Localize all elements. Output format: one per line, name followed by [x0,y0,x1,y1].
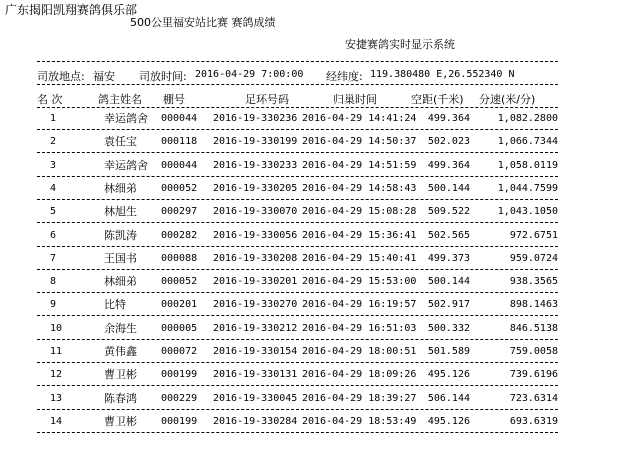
table-row [0,178,640,200]
ring-number: 2016-19-330270 [213,299,298,311]
distance: 499.373 [427,252,470,264]
speed: 972.6751 [509,229,558,241]
ring-number: 2016-19-330131 [213,369,298,381]
table-row [0,108,640,130]
ring-number: 2016-19-330284 [213,415,298,427]
ring-number: 2016-19-330045 [213,392,298,404]
row-divider [37,292,558,293]
loft-number: 000072 [161,346,198,357]
speed: 1,058.0119 [497,159,558,171]
owner-name: 陈春鸿 [104,391,137,405]
ring-number: 2016-19-330212 [213,322,298,334]
rank: 14 [50,415,63,427]
arrival-time: 2016-04-29 16:51:03 [302,322,417,334]
speed: 938.3565 [509,276,558,288]
rank: 2 [50,136,57,148]
table-row [0,201,640,223]
loft-number: 000201 [161,299,198,311]
distance: 502.565 [427,229,470,241]
arrival-time: 2016-04-29 14:41:24 [302,113,417,124]
row-divider [37,246,558,247]
table-row [0,131,640,153]
row-divider [37,222,558,223]
owner-name: 陈凯涛 [104,228,137,242]
arrival-time: 2016-04-29 14:51:59 [302,159,417,171]
row-divider [37,129,558,130]
row-divider [37,385,558,386]
row-divider [37,269,558,270]
table-row [0,271,640,293]
col-time: 归巢时间 [333,93,377,106]
rank: 5 [50,206,57,218]
rank: 4 [50,182,57,194]
release-location-label: 司放地点: [37,70,85,83]
arrival-time: 2016-04-29 15:08:28 [302,206,417,218]
row-divider [37,199,558,200]
divider [37,84,558,85]
speed: 898.1463 [509,299,558,311]
row-divider [37,339,558,340]
distance: 506.144 [427,392,470,404]
distance: 499.364 [427,159,470,171]
distance: 500.332 [427,322,470,334]
table-row [0,248,640,270]
distance: 509.522 [427,206,470,218]
arrival-time: 2016-04-29 16:19:57 [302,299,417,311]
race-title: 500公里福安站比赛 赛鸽成绩 [130,16,276,29]
loft-number: 000044 [161,159,198,171]
owner-name: 王国书 [104,251,137,265]
speed: 723.6314 [509,392,558,404]
loft-number: 000199 [161,369,198,381]
arrival-time: 2016-04-29 15:36:41 [302,229,417,241]
owner-name: 余海生 [104,321,137,335]
table-row [0,294,640,316]
owner-name: 曹卫彬 [104,368,137,382]
owner-name: 林细弟 [104,275,137,289]
arrival-time: 2016-04-29 18:00:51 [302,346,417,357]
row-divider [37,409,558,410]
speed: 846.5138 [509,322,558,334]
ring-number: 2016-19-330236 [213,113,298,124]
rank: 10 [50,322,63,334]
speed: 1,043.1050 [497,206,558,218]
col-speed: 分速(米/分) [479,93,536,106]
ring-number: 2016-19-330233 [213,159,298,171]
arrival-time: 2016-04-29 18:53:49 [302,415,417,427]
loft-number: 000052 [161,182,198,194]
distance: 502.023 [427,136,470,148]
owner-name: 林细弟 [104,181,137,195]
rank: 7 [50,252,57,264]
loft-number: 000052 [161,276,198,288]
distance: 501.589 [427,346,470,357]
col-name: 鸽主姓名 [98,93,142,106]
rank: 12 [50,369,63,381]
distance: 499.364 [427,113,470,124]
table-row [0,388,640,410]
owner-name: 比特 [104,298,126,312]
owner-name: 幸运鸽舍 [104,112,148,125]
ring-number: 2016-19-330070 [213,206,298,218]
rank: 8 [50,276,57,288]
speed: 739.6196 [509,369,558,381]
col-band: 足环号码 [245,93,289,106]
owner-name: 幸运鸽舍 [104,158,148,172]
ring-number: 2016-19-330201 [213,276,298,288]
loft-number: 000282 [161,229,198,241]
ring-number: 2016-19-330154 [213,346,298,357]
loft-number: 000044 [161,113,198,124]
distance: 500.144 [427,276,470,288]
loft-number: 000199 [161,415,198,427]
col-dist: 空距(千米) [411,93,464,106]
speed: 1,044.7599 [497,182,558,194]
arrival-time: 2016-04-29 15:40:41 [302,252,417,264]
ring-number: 2016-19-330205 [213,182,298,194]
distance: 502.917 [427,299,470,311]
col-ring: 棚号 [163,93,185,106]
table-row [0,411,640,433]
row-divider [37,315,558,316]
distance: 495.126 [427,369,470,381]
arrival-time: 2016-04-29 15:53:00 [302,276,417,288]
rank: 13 [50,392,63,404]
table-row [0,341,640,363]
arrival-time: 2016-04-29 14:50:37 [302,136,417,148]
row-divider [37,432,558,433]
owner-name: 黄伟鑫 [104,345,137,358]
club-name: 广东揭阳凯翔赛鸽俱乐部 [5,3,138,17]
table-row [0,318,640,340]
rank: 11 [50,346,63,357]
divider [37,61,558,62]
rank: 9 [50,299,57,311]
table-row [0,364,640,386]
release-location: 福安 [93,70,115,83]
ring-number: 2016-19-330056 [213,229,298,241]
distance: 495.126 [427,415,470,427]
arrival-time: 2016-04-29 18:39:27 [302,392,417,404]
rank: 1 [50,113,57,124]
table-row [0,155,640,177]
owner-name: 袁任宝 [104,135,137,149]
rank: 6 [50,229,57,241]
coords-label: 经纬度: [326,70,363,83]
speed: 1,082.2800 [497,113,558,124]
ring-number: 2016-19-330208 [213,252,298,264]
row-divider [37,152,558,153]
release-time-label: 司放时间: [139,70,187,83]
system-name: 安捷赛鸽实时显示系统 [345,38,455,51]
arrival-time: 2016-04-29 18:09:26 [302,369,417,381]
release-time: 2016-04-29 7:00:00 [195,69,304,80]
loft-number: 000118 [161,136,198,148]
loft-number: 000297 [161,206,198,218]
col-rank: 名 次 [37,93,63,106]
speed: 1,066.7344 [497,136,558,148]
speed: 693.6319 [509,415,558,427]
coords: 119.380480 E,26.552340 N [370,69,515,80]
distance: 500.144 [427,182,470,194]
rank: 3 [50,159,57,171]
owner-name: 曹卫彬 [104,414,137,428]
arrival-time: 2016-04-29 14:58:43 [302,182,417,194]
row-divider [37,362,558,363]
row-divider [37,176,558,177]
table-row [0,225,640,247]
loft-number: 000005 [161,322,198,334]
loft-number: 000229 [161,392,198,404]
owner-name: 林旭生 [104,205,137,219]
speed: 959.0724 [509,252,558,264]
loft-number: 000088 [161,252,198,264]
ring-number: 2016-19-330199 [213,136,298,148]
speed: 759.0058 [509,346,558,357]
